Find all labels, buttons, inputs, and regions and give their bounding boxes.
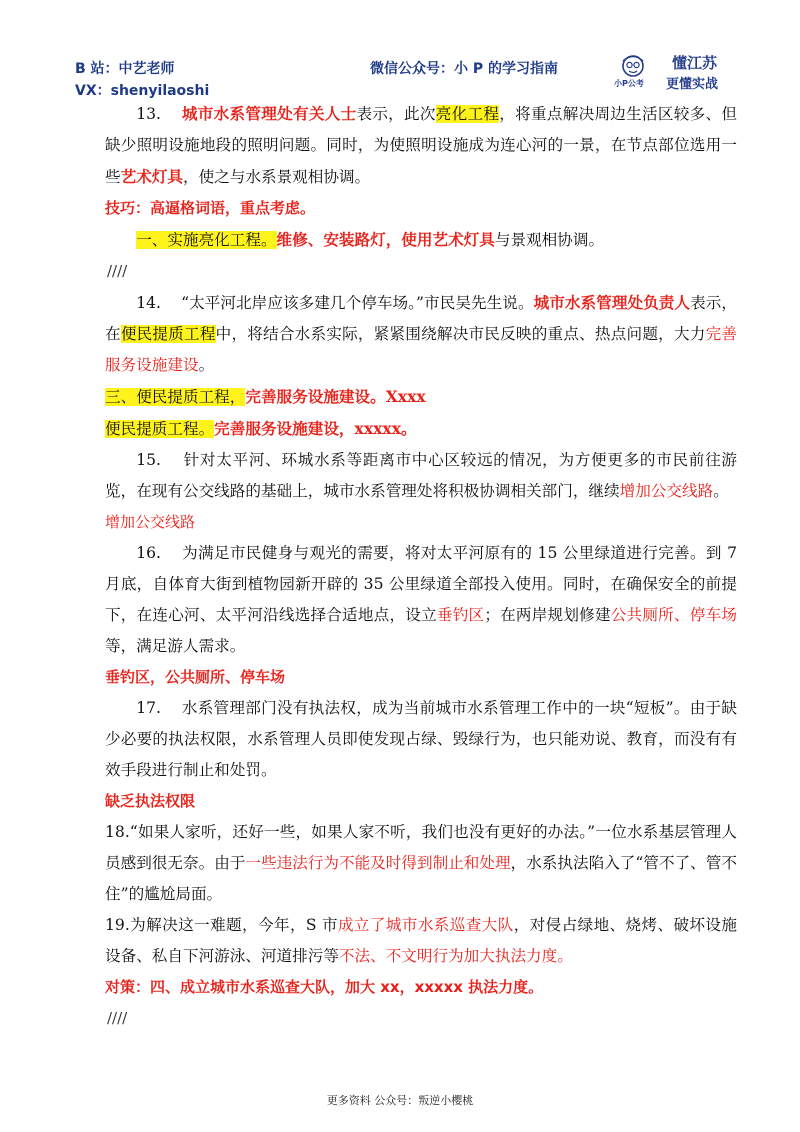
paragraph-13: 13. 城市水系管理处有关人士表示，此次亮化工程，将重点解决周边生活区较多、但缺少照明设施地段的照明问题。同时，为使照明设施成为连心河的一景，在节点部位选用一些艺术灯具，使之与水系景观相协调。 bbox=[105, 104, 737, 186]
answer-1: 一、实施亮化工程。维修、安装路灯，使用艺术灯具与景观相协调。 bbox=[136, 230, 605, 249]
header-wechat: 微信公众号：小 P 的学习指南 bbox=[370, 61, 559, 77]
note-16: 垂钓区，公共厕所、停车场 bbox=[105, 668, 286, 686]
paragraph-16: 16. 为满足市民健身与观光的需要，将对太平河原有的 15 公里绿道进行完善。到 7 月底，自体育大街到植物园新开辟的 35 公里绿道全部投入使用。同时，在确保安全的前提下，在连心河、太平河沿线选择合适地点，设立垂钓区；在两岸规划修建公共厕所、停车场等，满足游人需求。 bbox=[105, 544, 738, 655]
footer: 更多资料 公众号：叛逆小樱桃 bbox=[326, 1094, 474, 1107]
separator: //// bbox=[107, 1009, 128, 1027]
paragraph-19: 19.为解决这一难题，今年，S 市成立了城市水系巡查大队，对侵占绿地、烧烤、破坏设施设备、私自下河游泳、河道排污等不法、不文明行为加大执法力度。 bbox=[105, 916, 737, 965]
tip-note: 技巧：高逼格词语，重点考虑。 bbox=[105, 199, 316, 217]
note-17: 缺乏执法权限 bbox=[105, 792, 196, 810]
paragraph-14: 14. “太平河北岸应该多建几个停车场。”市民吴先生说。城市水系管理处负责人表示，在便民提质工程中，将结合水系实际，紧紧围绕解决市民反映的重点、热点问题，大力完善服务设施建设。 bbox=[105, 293, 737, 374]
header-vx: VX：shenyilaoshi bbox=[75, 83, 210, 99]
answer-3b: 便民提质工程。完善服务设施建设，xxxxx。 bbox=[105, 419, 417, 438]
note-15: 增加公交线路 bbox=[105, 513, 196, 531]
paragraph-18: 18.“如果人家听，还好一些，如果人家不听，我们也没有更好的办法。”一位水系基层管理人员感到很无奈。由于一些违法行为不能及时得到制止和处理，水系执法陷入了“管不了、管不住”的尴尬局面。 bbox=[105, 823, 737, 903]
paragraph-15: 15. 针对太平河、环城水系等距离市中心区较远的情况，为方便更多的市民前往游览，在现有公交线路的基础上，城市水系管理处将积极协调相关部门，继续增加公交线路。 bbox=[105, 451, 737, 500]
header-bilibili: B 站：中艺老师 bbox=[75, 61, 175, 77]
logo-line1: 懂江苏 bbox=[672, 54, 718, 72]
logo-small-text: 小P公考 bbox=[614, 79, 644, 88]
answer-3: 三、便民提质工程，完善服务设施建设。Xxxx bbox=[105, 387, 426, 406]
document-body bbox=[105, 98, 737, 1034]
separator: //// bbox=[107, 262, 128, 280]
brand-logo bbox=[612, 52, 742, 92]
answer-4: 对策：四、成立城市水系巡查大队，加大 xx，xxxxx 执法力度。 bbox=[105, 978, 544, 996]
logo-line2: 更懂实战 bbox=[666, 77, 719, 92]
paragraph-17: 17. 水系管理部门没有执法权，成为当前城市水系管理工作中的一块“短板”。由于缺少必要的执法权限，水系管理人员即使发现占绿、毁绿行为，也只能劝说、教育，而没有有效手段进行制止和处罚。 bbox=[105, 699, 737, 779]
